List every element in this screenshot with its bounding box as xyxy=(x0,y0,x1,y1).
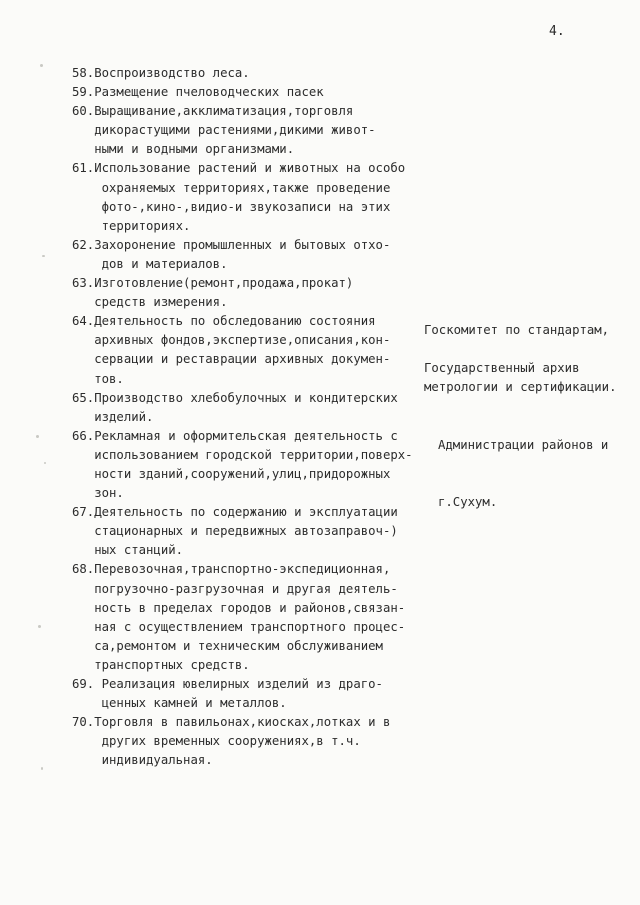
item-line: 58.Воспроизводство леса. xyxy=(72,66,250,80)
item-line: ная с осуществлением транспортного процес- xyxy=(72,619,406,634)
list-item xyxy=(72,389,432,427)
item-line: 66.Рекламная и оформительская деятельность с xyxy=(72,428,398,443)
agency-entry xyxy=(438,398,608,551)
list-item xyxy=(72,675,432,713)
scan-speck xyxy=(41,767,43,770)
item-line: са,ремонтом и техническим обслуживанием xyxy=(72,638,383,653)
item-line: 64.Деятельность по обследованию состояния xyxy=(72,314,376,329)
item-line: зон. xyxy=(72,486,124,501)
item-line: архивных фондов,экспертизе,описания,кон- xyxy=(72,333,391,348)
item-line: средств измерения. xyxy=(72,295,228,310)
item-line: охраняемых территориях,также проведение xyxy=(72,180,391,195)
item-line: 68.Перевозочная,транспортно-экспедиционная, xyxy=(72,562,391,577)
page-number: 4. xyxy=(549,24,565,39)
item-line: 65.Производство хлебобулочных и кондитерских xyxy=(72,390,398,405)
item-line: сервации и реставрации архивных докумен- xyxy=(72,352,391,367)
list-item xyxy=(72,427,432,503)
agency-line: Госкомитет по стандартам, xyxy=(424,323,610,338)
item-line: ных станций. xyxy=(72,543,184,558)
agency-line: Государственный архив xyxy=(424,361,580,376)
list-item xyxy=(72,560,432,675)
item-line: дов и материалов. xyxy=(72,256,228,271)
agency-line: метрологии и сертификации. xyxy=(424,380,617,395)
item-line: 69. Реализация ювелирных изделий из драго- xyxy=(72,677,383,691)
list-item xyxy=(72,312,432,388)
list-item xyxy=(72,503,432,560)
item-line: фото-,кино-,видио-и звукозаписи на этих xyxy=(72,199,391,214)
list-item xyxy=(72,274,432,312)
scan-speck xyxy=(38,625,41,628)
list-item xyxy=(72,83,432,102)
agency-line: Администрации районов и xyxy=(438,438,609,453)
item-line: индивидуальная. xyxy=(72,753,213,768)
item-line: 61.Использование растений и животных на особо xyxy=(72,161,406,176)
list-item xyxy=(72,713,432,770)
scan-speck xyxy=(42,255,45,257)
activity-list xyxy=(72,64,432,770)
item-line: стационарных и передвижных автозаправоч-) xyxy=(72,524,398,539)
item-line: 70.Торговля в павильонах,киосках,лотках и в xyxy=(72,715,391,730)
item-line: тов. xyxy=(72,371,124,386)
item-line: погрузочно-разгрузочная и другая деятель- xyxy=(72,581,398,596)
item-line: ными и водными организмами. xyxy=(72,142,295,157)
scan-speck xyxy=(40,64,43,67)
list-item xyxy=(72,64,432,83)
item-line: транспортных средств. xyxy=(72,657,250,672)
scan-speck xyxy=(36,435,39,438)
item-line: 67.Деятельность по содержанию и эксплуатации xyxy=(72,505,398,520)
item-line: 59.Размещение пчеловодческих пасек xyxy=(72,85,324,100)
list-item xyxy=(72,159,432,235)
item-line: 60.Выращивание,акклиматизация,торговля xyxy=(72,104,354,119)
list-item xyxy=(72,102,432,159)
item-line: изделий. xyxy=(72,409,154,424)
item-line: ности зданий,сооружений,улиц,придорожных xyxy=(72,466,391,481)
item-line: других временных сооружениях,в т.ч. xyxy=(72,734,361,749)
item-line: использованием городской территории,поверх- xyxy=(72,447,413,462)
item-line: ценных камней и металлов. xyxy=(72,696,287,711)
list-item xyxy=(72,236,432,274)
agency-line: г.Сухум. xyxy=(438,495,498,510)
scan-speck xyxy=(44,462,46,464)
item-line: дикорастущими растениями,дикими живот- xyxy=(72,123,376,138)
item-line: территориях. xyxy=(72,218,191,233)
item-line: ность в пределах городов и районов,связан- xyxy=(72,600,406,615)
item-line: 63.Изготовление(ремонт,продажа,прокат) xyxy=(72,276,354,291)
item-line: 62.Захоронение промышленных и бытовых отхо- xyxy=(72,237,391,252)
